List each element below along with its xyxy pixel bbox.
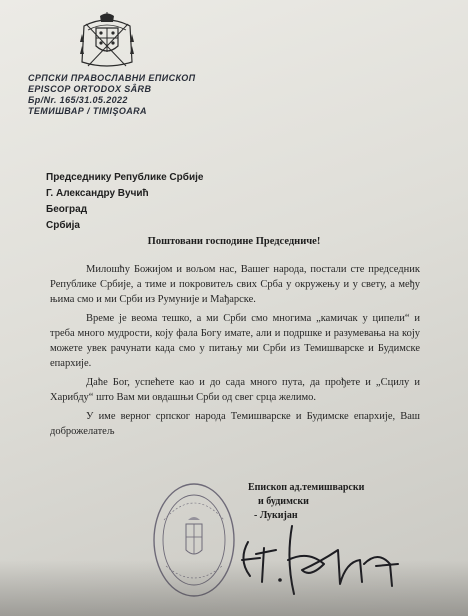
letterhead [28, 73, 196, 117]
letterhead-title-romanian: EPISCOP ORTODOX SÂRB [28, 84, 152, 94]
letterhead-city: ТЕМИШВАР / TIMIŞOARA [28, 106, 147, 116]
paragraph: Милошћу Божијом и вољом нас, Вашег народа, постали сте председник Републике Србије, а тиме и покровитељ свих Срба у окружењу и у свету, а међу њима смо и ми Срби из Румуније и Мађарске. [50, 264, 420, 305]
addressee-title: Председнику Републике Србије [46, 172, 204, 183]
letterhead-title: СРПСКИ ПРАВОСЛАВНИ ЕПИСКОП [28, 73, 196, 83]
paragraph: Време је веома тешко, а ми Срби смо многима „камичак у ципели“ и треба много мудрости, коју фала Богу имате, али и подршке и разумевања на коју можете увек рачунати када смо у питању ми Срби из Темишварске и Будимске епархије. [50, 313, 420, 369]
signatory-name: - Лукијан [254, 510, 298, 521]
paragraph: У име верног српског народа Темишварске и Будимске епархије, Ваш доброжелатељ [50, 411, 420, 437]
addressee-country: Србија [46, 220, 80, 231]
addressee-block [46, 170, 203, 234]
addressee-city: Београд [46, 204, 88, 215]
addressee-name: Г. Александру Вучић [46, 188, 149, 199]
salutation: Поштовани господине Председниче! [147, 236, 321, 247]
paragraph: Даће Бог, успећете као и до сада много пута, да прођете и „Сцилу и Харибду“ што Вам ми овдашњи Срби од свег срца желимо. [50, 377, 420, 403]
signature-block [248, 481, 364, 523]
signatory-title: Епископ ад.темишварски [248, 482, 365, 493]
coat-of-arms-icon [76, 12, 138, 72]
signatory-title-continued: и будимски [258, 496, 309, 507]
reference-number: Бр/Nr. 165/31.05.2022 [28, 95, 128, 105]
page-shadow [0, 560, 468, 616]
letter-body [50, 262, 420, 443]
